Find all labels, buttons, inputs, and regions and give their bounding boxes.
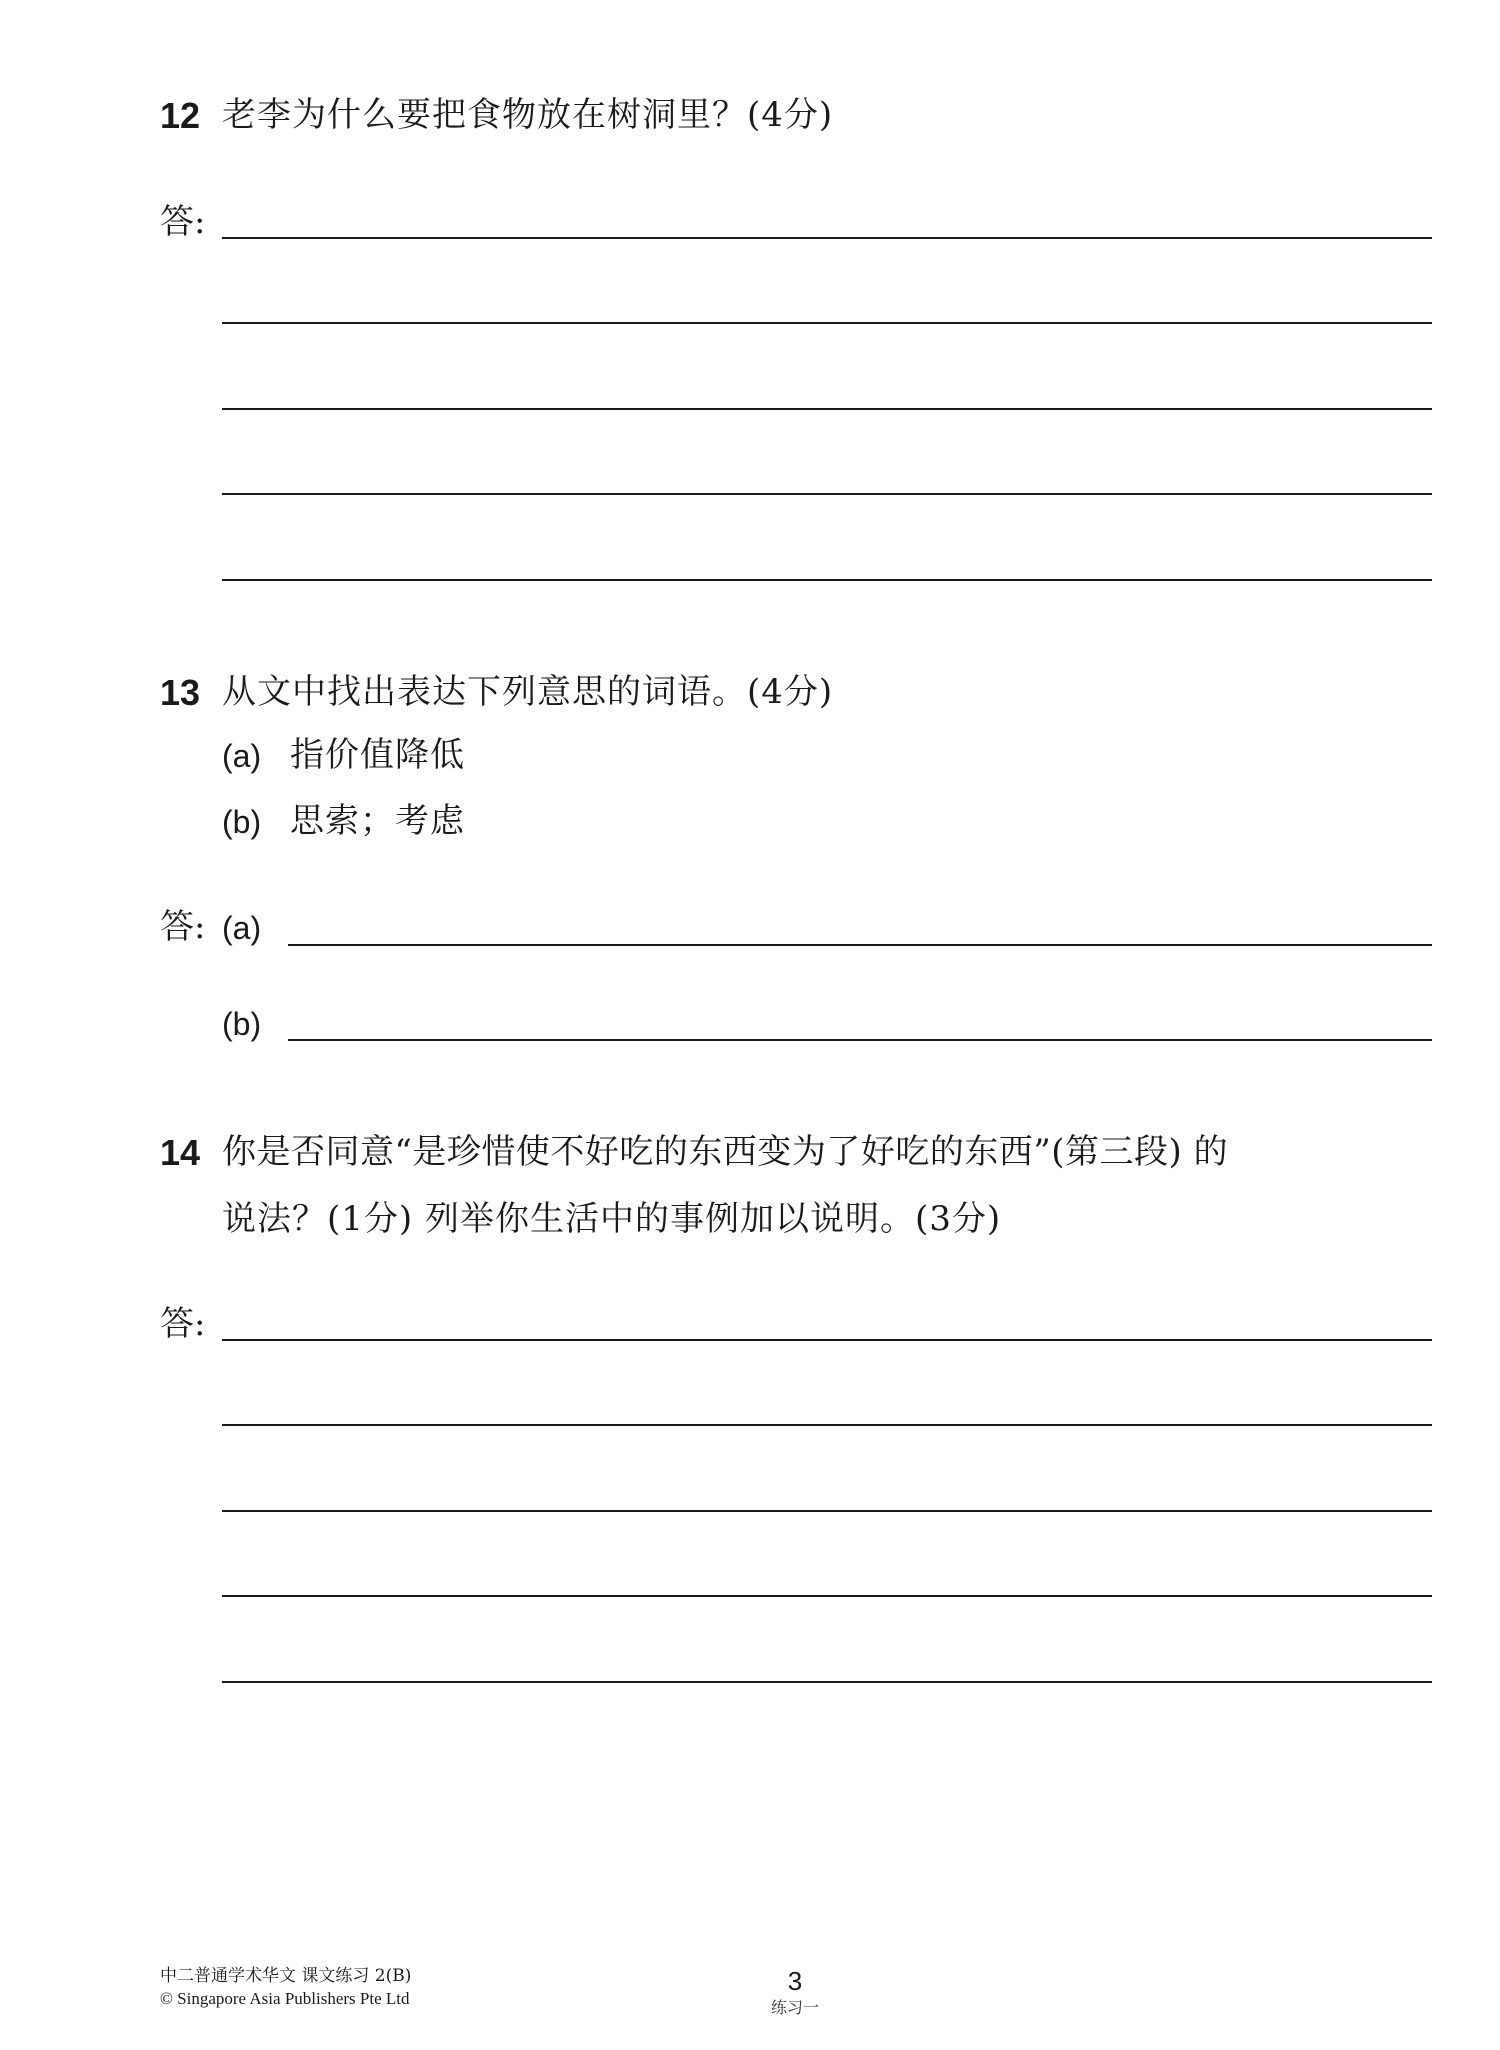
- answer-line-13-a[interactable]: [288, 944, 1432, 946]
- question-13-item-b-label: (b): [222, 804, 262, 840]
- footer-book-title: 中二普通学术华文 课文练习 2(B): [160, 1966, 412, 1986]
- answer-line-14-5[interactable]: [222, 1681, 1432, 1683]
- question-14-text-line1: 你是否同意“是珍惜使不好吃的东西变为了好吃的东西”(第三段) 的: [222, 1132, 1229, 1172]
- answer-line-12-1[interactable]: [222, 237, 1432, 239]
- answer-13-b-label: (b): [222, 1006, 262, 1042]
- answer-line-12-3[interactable]: [222, 408, 1432, 410]
- page-number: 3: [787, 1966, 803, 1996]
- question-14-number: 14: [160, 1132, 201, 1173]
- answer-line-12-5[interactable]: [222, 579, 1432, 581]
- footer-copyright: © Singapore Asia Publishers Pte Ltd: [160, 1989, 410, 2008]
- section-label: 练习一: [770, 1998, 819, 2017]
- question-12-text: 老李为什么要把食物放在树洞里？(4分): [222, 95, 834, 135]
- answer-line-13-b[interactable]: [288, 1039, 1432, 1041]
- answer-line-12-2[interactable]: [222, 322, 1432, 324]
- question-13-item-a-text: 指价值降低: [290, 735, 465, 775]
- question-13-item-a-label: (a): [222, 738, 262, 774]
- question-13-number: 13: [160, 672, 201, 713]
- answer-13-a-label: (a): [222, 910, 262, 946]
- answer-line-14-4[interactable]: [222, 1595, 1432, 1597]
- answer-line-12-4[interactable]: [222, 493, 1432, 495]
- answer-line-14-2[interactable]: [222, 1424, 1432, 1426]
- question-12-number: 12: [160, 95, 201, 136]
- answer-line-14-1[interactable]: [222, 1339, 1432, 1341]
- answer-label-13: 答:: [160, 907, 206, 947]
- question-14-text-line2: 说法？(1分) 列举你生活中的事例加以说明。(3分): [222, 1199, 1002, 1239]
- answer-label-14: 答:: [160, 1304, 206, 1344]
- answer-label-12: 答:: [160, 202, 206, 242]
- question-13-item-b-text: 思索；考虑: [290, 801, 465, 841]
- answer-line-14-3[interactable]: [222, 1510, 1432, 1512]
- question-13-text: 从文中找出表达下列意思的词语。(4分): [222, 672, 834, 712]
